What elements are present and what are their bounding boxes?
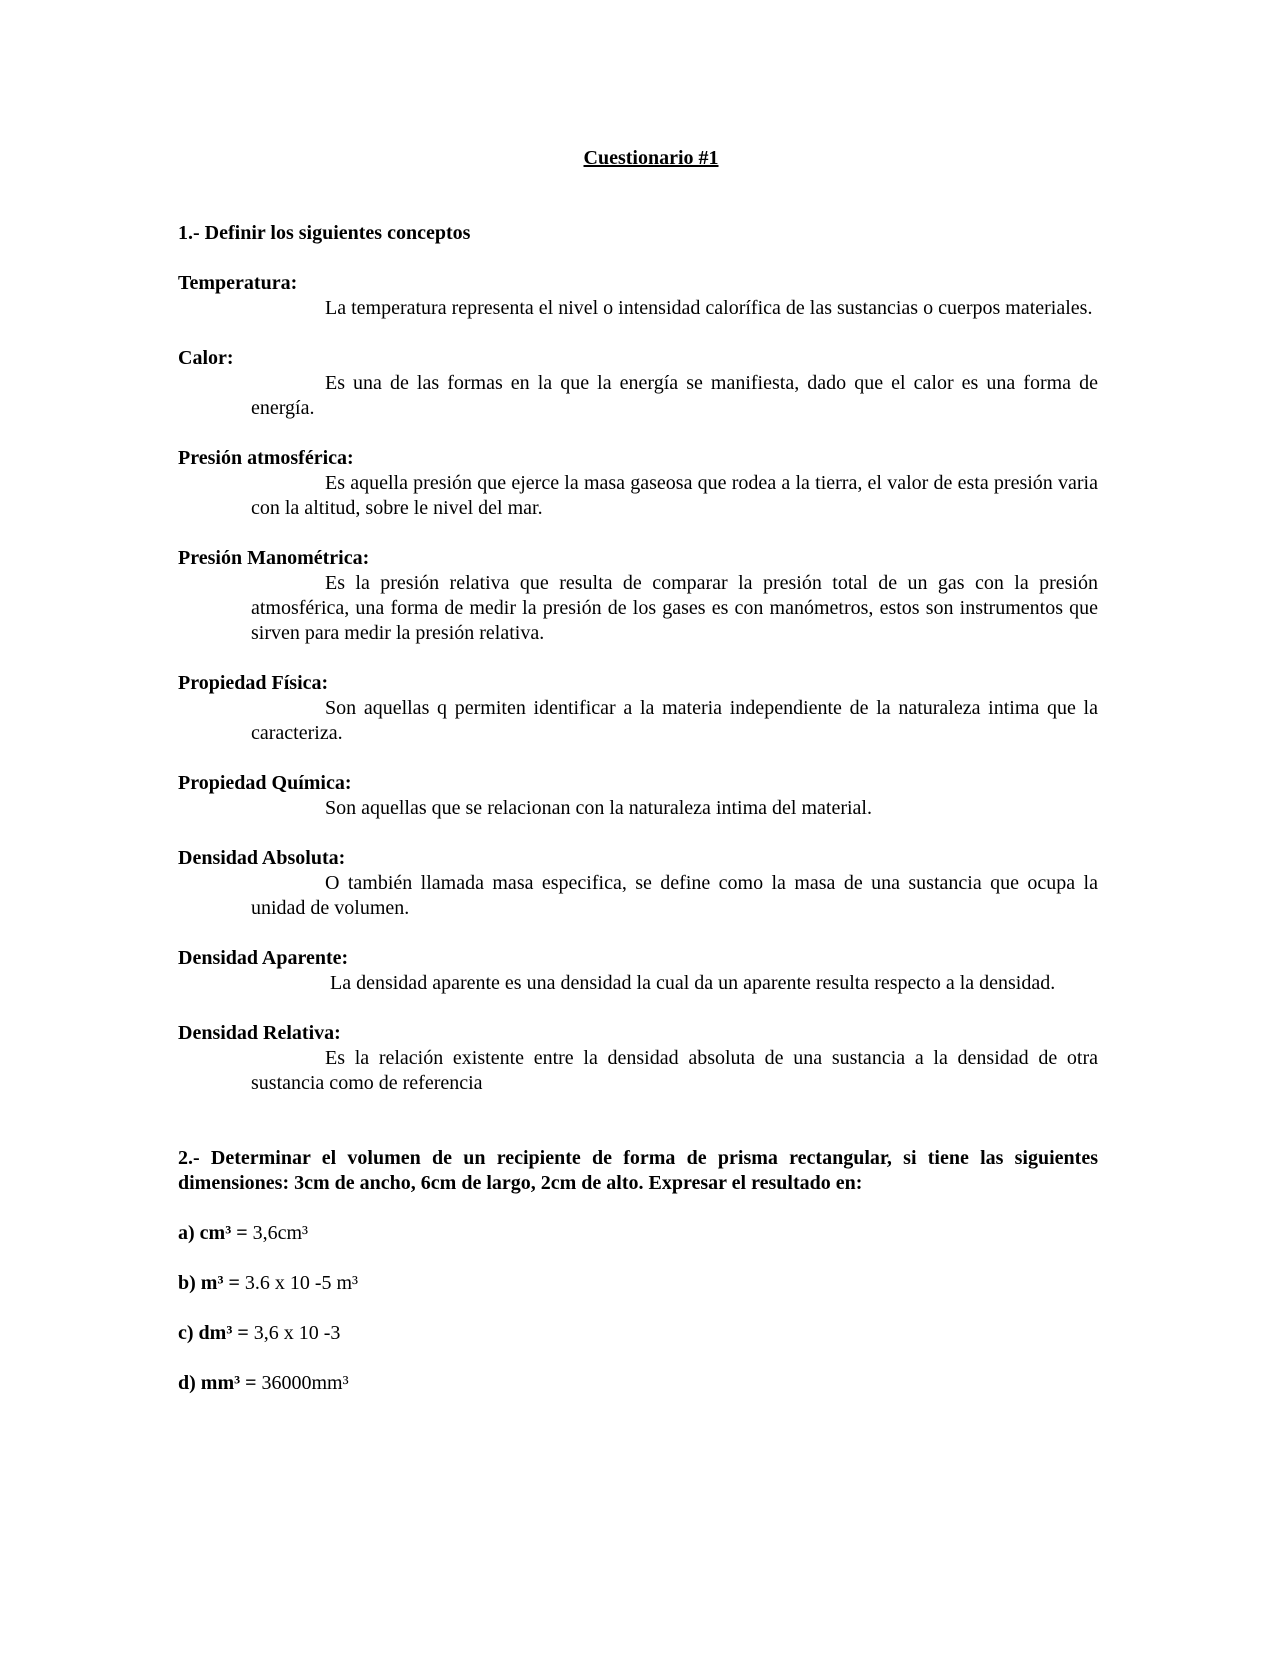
concept-presion-manometrica — [178, 546, 1098, 646]
concept-term: Temperatura: — [178, 272, 298, 294]
concept-presion-atmosferica — [178, 446, 1098, 521]
concept-propiedad-quimica — [178, 771, 1098, 821]
concept-definition: Es aquella presión que ejerce la masa gaseosa que rodea a la tierra, el valor de esta presión varia con la altitud, sobre le nivel del mar. — [251, 472, 1098, 519]
answer-label: b) m³ = — [178, 1272, 240, 1294]
answer-item — [178, 1271, 1098, 1296]
concept-term: Presión atmosférica: — [178, 447, 354, 469]
concept-propiedad-fisica — [178, 671, 1098, 746]
answer-label: a) cm³ = — [178, 1222, 248, 1244]
concept-term: Densidad Aparente: — [178, 947, 349, 969]
answer-value: 3,6cm³ — [247, 1222, 309, 1244]
concept-definition: La temperatura representa el nivel o intensidad calorífica de las sustancias o cuerpos materiales. — [325, 297, 1093, 319]
section-2-heading: 2.- Determinar el volumen de un recipiente de forma de prisma rectangular, si tiene las siguientes dimensiones: 3cm de ancho, 6cm de largo, 2cm de alto. Expresar el resultado en: — [178, 1147, 1098, 1194]
concept-term: Calor: — [178, 347, 234, 369]
answer-label: d) mm³ = — [178, 1372, 257, 1394]
concept-densidad-absoluta — [178, 846, 1098, 921]
section-1-heading: 1.- Definir los siguientes conceptos — [178, 222, 471, 244]
concept-term: Propiedad Física: — [178, 672, 329, 694]
concept-definition: Son aquellas que se relacionan con la naturaleza intima del material. — [325, 797, 872, 819]
concept-definition: O también llamada masa especifica, se define como la masa de una sustancia que ocupa la unidad de volumen. — [251, 872, 1098, 919]
answer-item — [178, 1371, 1098, 1396]
concept-term: Propiedad Química: — [178, 772, 352, 794]
answer-label: c) dm³ = — [178, 1322, 249, 1344]
concept-term: Densidad Relativa: — [178, 1022, 341, 1044]
answer-value: 36000mm³ — [256, 1372, 349, 1394]
answer-value: 3.6 x 10 -5 m³ — [239, 1272, 359, 1294]
concept-densidad-aparente — [178, 946, 1098, 996]
concept-term: Presión Manométrica: — [178, 547, 370, 569]
document-title: Cuestionario #1 — [583, 147, 719, 169]
concept-temperatura — [178, 271, 1098, 321]
concept-calor — [178, 346, 1098, 421]
concept-definition: Son aquellas q permiten identificar a la materia independiente de la naturaleza intima que la caracteriza. — [251, 697, 1098, 744]
concept-definition: Es la presión relativa que resulta de comparar la presión total de un gas con la presión atmosférica, una forma de medir la presión de los gases es con manómetros, estos son instrumentos que sirven para medir la presión relativa. — [251, 572, 1098, 644]
concept-densidad-relativa — [178, 1021, 1098, 1096]
answer-value: 3,6 x 10 -3 — [248, 1322, 341, 1344]
concept-definition: Es la relación existente entre la densidad absoluta de una sustancia a la densidad de otra sustancia como de referencia — [251, 1047, 1098, 1094]
concept-definition: La densidad aparente es una densidad la cual da un aparente resulta respecto a la densidad. — [325, 972, 1056, 994]
answer-item — [178, 1221, 1098, 1246]
concept-term: Densidad Absoluta: — [178, 847, 346, 869]
answer-item — [178, 1321, 1098, 1346]
document-page — [178, 146, 1098, 1396]
concept-definition: Es una de las formas en la que la energía se manifiesta, dado que el calor es una forma de energía. — [251, 372, 1098, 419]
